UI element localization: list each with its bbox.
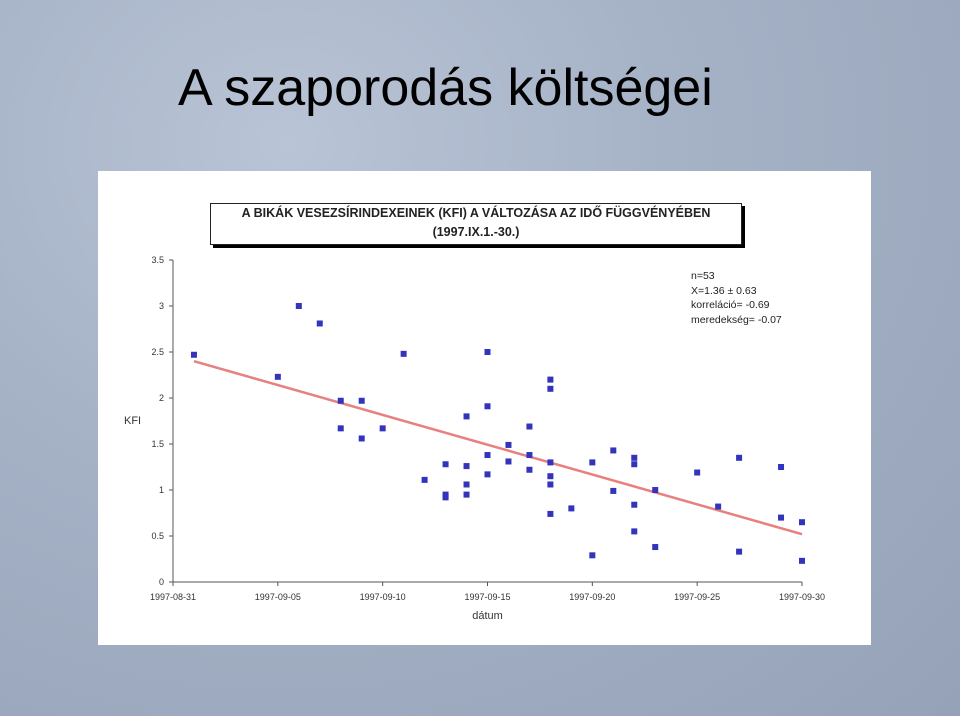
slide-title: A szaporodás költségei (178, 59, 713, 117)
data-point (338, 398, 344, 404)
data-point (631, 455, 637, 461)
x-axis-label: dátum (472, 610, 503, 622)
data-point (275, 374, 281, 380)
data-point (317, 320, 323, 326)
data-point (464, 492, 470, 498)
y-tick-label: 0.5 (151, 531, 164, 541)
data-point (652, 544, 658, 550)
chart-title-line-2: (1997.IX.1.-30.) (432, 225, 520, 239)
data-point (526, 467, 532, 473)
data-point (589, 552, 595, 558)
data-point (505, 458, 511, 464)
data-point (547, 377, 553, 383)
stats-mean: X=1.36 ± 0.63 (691, 284, 757, 297)
stats-n: n=53 (691, 270, 715, 282)
y-tick-label: 1 (158, 485, 164, 495)
y-tick-label: 0 (158, 577, 164, 587)
data-point (359, 398, 365, 404)
data-point (568, 505, 574, 511)
data-point (485, 471, 491, 477)
scatter-plot (98, 171, 871, 645)
data-point (485, 452, 491, 458)
data-point (631, 528, 637, 534)
stats-correlation: korreláció= -0.69 (691, 299, 770, 311)
data-point (464, 481, 470, 487)
data-point (589, 459, 595, 465)
trend-line (194, 361, 802, 534)
data-point (610, 447, 616, 453)
x-tick-label: 1997-08-31 (149, 592, 197, 602)
data-point (652, 487, 658, 493)
data-point (736, 549, 742, 555)
data-point (547, 481, 553, 487)
data-point (799, 519, 805, 525)
data-point (338, 425, 344, 431)
data-point (422, 477, 428, 483)
stats-slope: meredekség= -0.07 (691, 313, 782, 326)
data-point (631, 502, 637, 508)
data-point (547, 386, 553, 392)
data-point (694, 470, 700, 476)
y-tick-label: 2.5 (151, 347, 164, 357)
x-tick-label: 1997-09-20 (569, 592, 616, 602)
chart-title-line-1: A BIKÁK VESEZSÍRINDEXEINEK (KFI) A VÁLTOZÁSA AZ IDŐ FÜGGVÉNYÉBEN (241, 206, 711, 220)
data-point (715, 504, 721, 510)
data-point (191, 352, 197, 358)
chart-panel (98, 171, 871, 645)
x-tick-label: 1997-09-30 (778, 592, 826, 602)
data-point (778, 515, 784, 521)
data-point (464, 413, 470, 419)
y-tick-label: 1.5 (151, 439, 164, 449)
data-point (610, 488, 616, 494)
data-point (485, 349, 491, 355)
data-point (296, 303, 302, 309)
stats-box (691, 269, 782, 327)
data-point (526, 424, 532, 430)
x-tick-label: 1997-09-10 (359, 592, 406, 602)
data-point (443, 494, 449, 500)
x-tick-label: 1997-09-05 (254, 592, 301, 602)
data-point (401, 351, 407, 357)
data-point (464, 463, 470, 469)
data-point (505, 442, 511, 448)
data-point (526, 452, 532, 458)
data-point (359, 435, 365, 441)
data-point (736, 455, 742, 461)
data-point (485, 403, 491, 409)
x-tick-label: 1997-09-25 (674, 592, 721, 602)
data-point (380, 425, 386, 431)
data-point (778, 464, 784, 470)
data-point (799, 558, 805, 564)
x-tick-label: 1997-09-15 (464, 592, 511, 602)
data-point (547, 511, 553, 517)
data-point (631, 461, 637, 467)
y-tick-label: 3 (158, 301, 164, 311)
y-axis-label: KFI (124, 415, 142, 427)
y-tick-label: 3.5 (151, 255, 164, 265)
data-point (443, 461, 449, 467)
data-point (547, 473, 553, 479)
data-point (547, 459, 553, 465)
y-tick-label: 2 (158, 393, 164, 403)
